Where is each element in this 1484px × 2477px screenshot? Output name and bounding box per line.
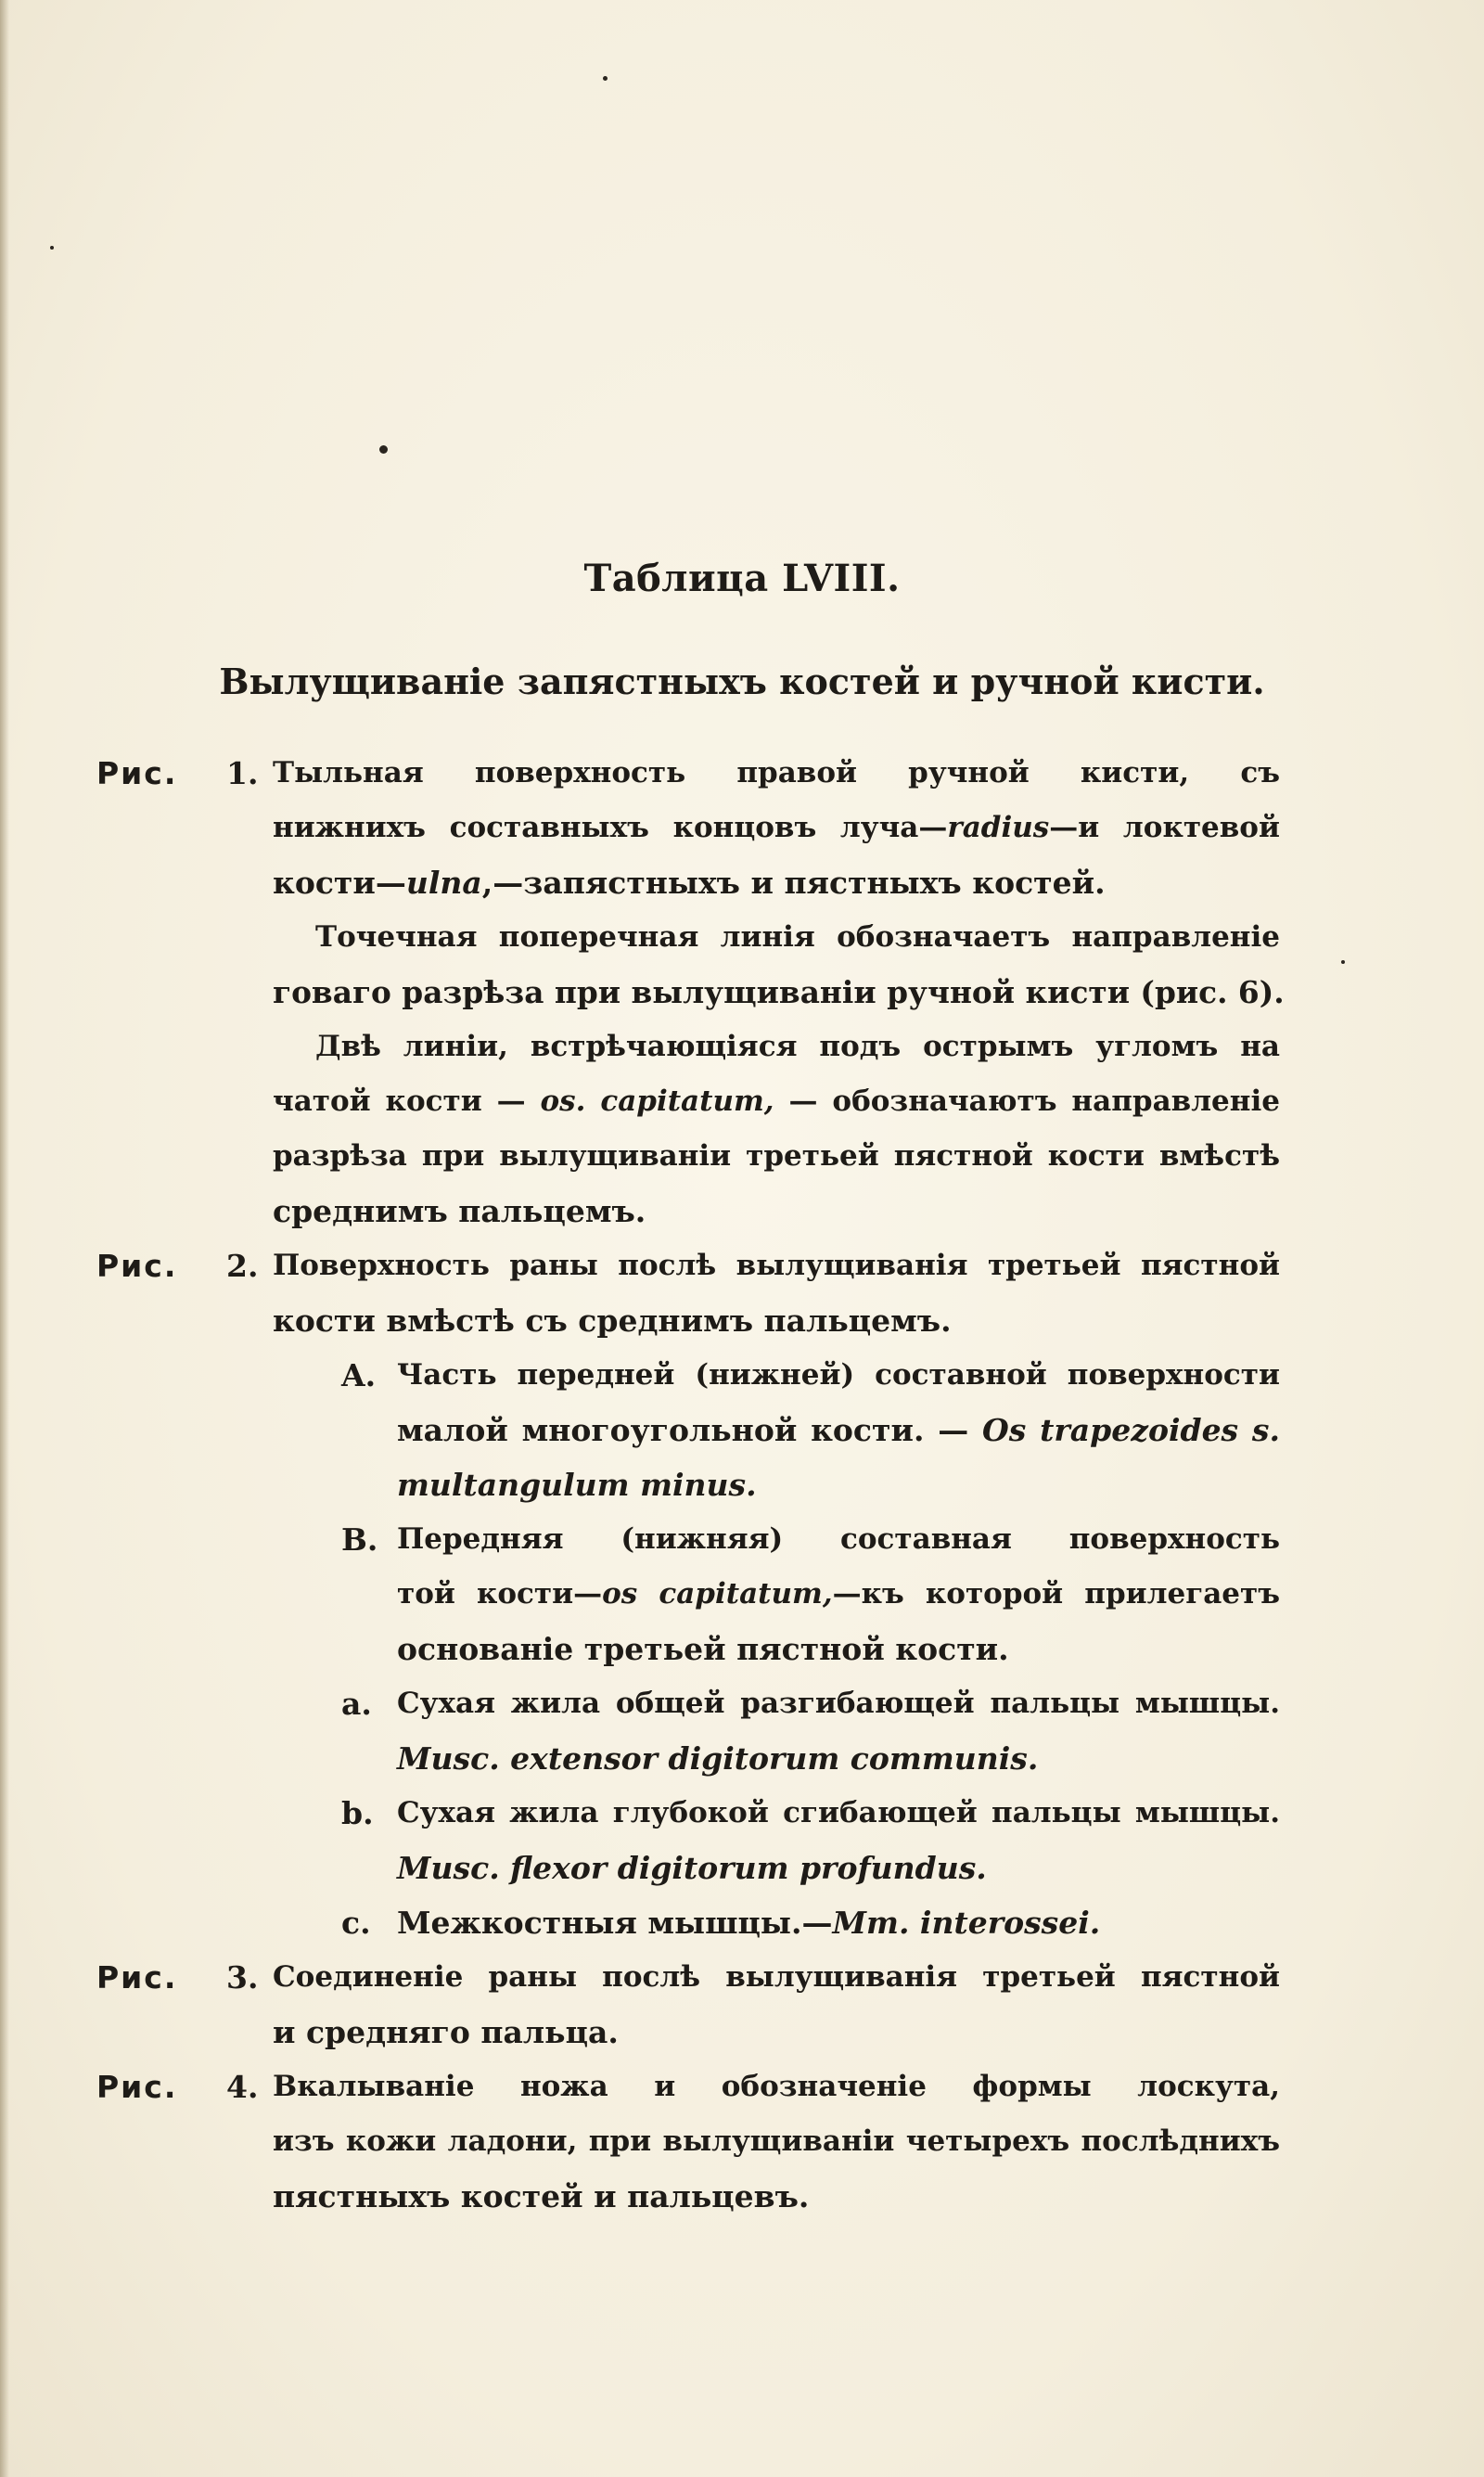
fig3-line-1: Соединеніе раны послѣ вылущиванія третьей пястной [273, 1960, 1280, 1994]
fig-number: 4. [226, 2069, 259, 2105]
table-subtitle: Вылущиваніе запястныхъ костей и ручной кисти. [219, 661, 1265, 702]
latin-term: os capitatum, [602, 1577, 833, 1611]
fig-number: 1. [226, 755, 259, 791]
fig2-item-B-line-3: основаніе третьей пястной кости. [397, 1631, 1009, 1667]
fig4-line-1: Вкалываніе ножа и обозначеніе формы лоскута, [273, 2070, 1280, 2103]
fig2-item-c-line-1: Межкостныя мышцы.—Mm. interossei. [397, 1905, 1101, 1941]
fig-number: 2. [226, 1248, 259, 1284]
ink-speck [603, 76, 608, 81]
fig2-item-A-letter: A. [341, 1357, 377, 1393]
fig2-item-A-line-2: малой многоугольной кости. — Os trapezoides s. [397, 1412, 1280, 1448]
fig3-label [96, 1950, 259, 2005]
latin-term: os. capitatum, [540, 1084, 774, 1118]
fig1-label [96, 746, 259, 801]
fig2-line-2: кости вмѣстѣ съ среднимъ пальцемъ. [273, 1303, 952, 1339]
fig1-para3-line-2: чатой кости — os. capitatum, — обозначаютъ направленіе [273, 1084, 1280, 1118]
latin-term: Os trapezoides s. [982, 1412, 1280, 1448]
fig1-line-1: Тыльная поверхность правой ручной кисти, съ [273, 756, 1280, 789]
fig2-line-1: Поверхность раны послѣ вылущиванія третьей пястной [273, 1249, 1280, 1282]
fig2-item-B-line-1: Передняя (нижняя) составная поверхность [397, 1522, 1280, 1556]
fig2-item-b-line-1: Сухая жила глубокой сгибающей пальцы мышцы. [397, 1796, 1280, 1829]
fig2-item-b-line-2: Musc. flexor digitorum profundus. [397, 1850, 987, 1886]
fig1-line-3: кости—ulna,—запястныхъ и пястныхъ костей. [273, 865, 1106, 901]
table-title: Таблица LVIII. [583, 557, 901, 600]
fig4-line-3: пястныхъ костей и пальцевъ. [273, 2178, 810, 2214]
latin-term: ulna [405, 865, 482, 901]
fig2-item-a-line-2: Musc. extensor digitorum communis. [397, 1740, 1039, 1777]
fig1-para2-line-2: говаго разрѣза при вылущиваніи ручной кисти (рис. 6). [273, 974, 1285, 1010]
page-edge-shadow [0, 0, 9, 2477]
fig1-para3-line-3: разрѣза при вылущиваніи третьей пястной кости вмѣстѣ [273, 1139, 1280, 1173]
fig2-item-b-letter: b. [341, 1795, 374, 1831]
fig-prefix: Рис. [96, 2069, 178, 2105]
fig-prefix: Рис. [96, 1248, 178, 1284]
fig2-item-a-line-1: Сухая жила общей разгибающей пальцы мышцы. [397, 1687, 1280, 1720]
latin-term: Mm. interossei. [832, 1905, 1101, 1941]
fig1-para2-line-1: Точечная поперечная линія обозначаетъ направленіе [315, 920, 1280, 954]
latin-term: radius [947, 811, 1050, 844]
fig1-line-2: нижнихъ составныхъ концовъ луча—radius—и локтевой [273, 811, 1280, 844]
ink-speck [379, 445, 388, 454]
fig4-line-2: изъ кожи ладони, при вылущиваніи четырехъ послѣднихъ [273, 2124, 1280, 2158]
fig2-item-a-letter: a. [341, 1686, 372, 1722]
fig1-para3-line-1: Двѣ линіи, встрѣчающіяся подъ острымъ угломъ на [315, 1030, 1280, 1063]
fig-prefix: Рис. [96, 1959, 178, 1996]
fig2-label [96, 1238, 259, 1293]
fig-prefix: Рис. [96, 755, 178, 791]
ink-speck [1341, 960, 1345, 964]
fig-number: 3. [226, 1959, 259, 1996]
fig2-item-B-line-2: той кости—os capitatum,—къ которой прилегаетъ [397, 1577, 1280, 1611]
fig2-item-B-letter: B. [341, 1521, 378, 1558]
ink-speck [50, 246, 54, 250]
fig1-para3-line-4: среднимъ пальцемъ. [273, 1193, 646, 1229]
fig2-item-A-line-3: multangulum minus. [397, 1467, 757, 1503]
fig3-line-2: и средняго пальца. [273, 2014, 619, 2050]
fig4-label [96, 2060, 259, 2114]
fig2-item-A-line-1: Часть передней (нижней) составной поверхности [397, 1358, 1280, 1392]
fig2-item-c-letter: c. [341, 1905, 371, 1941]
